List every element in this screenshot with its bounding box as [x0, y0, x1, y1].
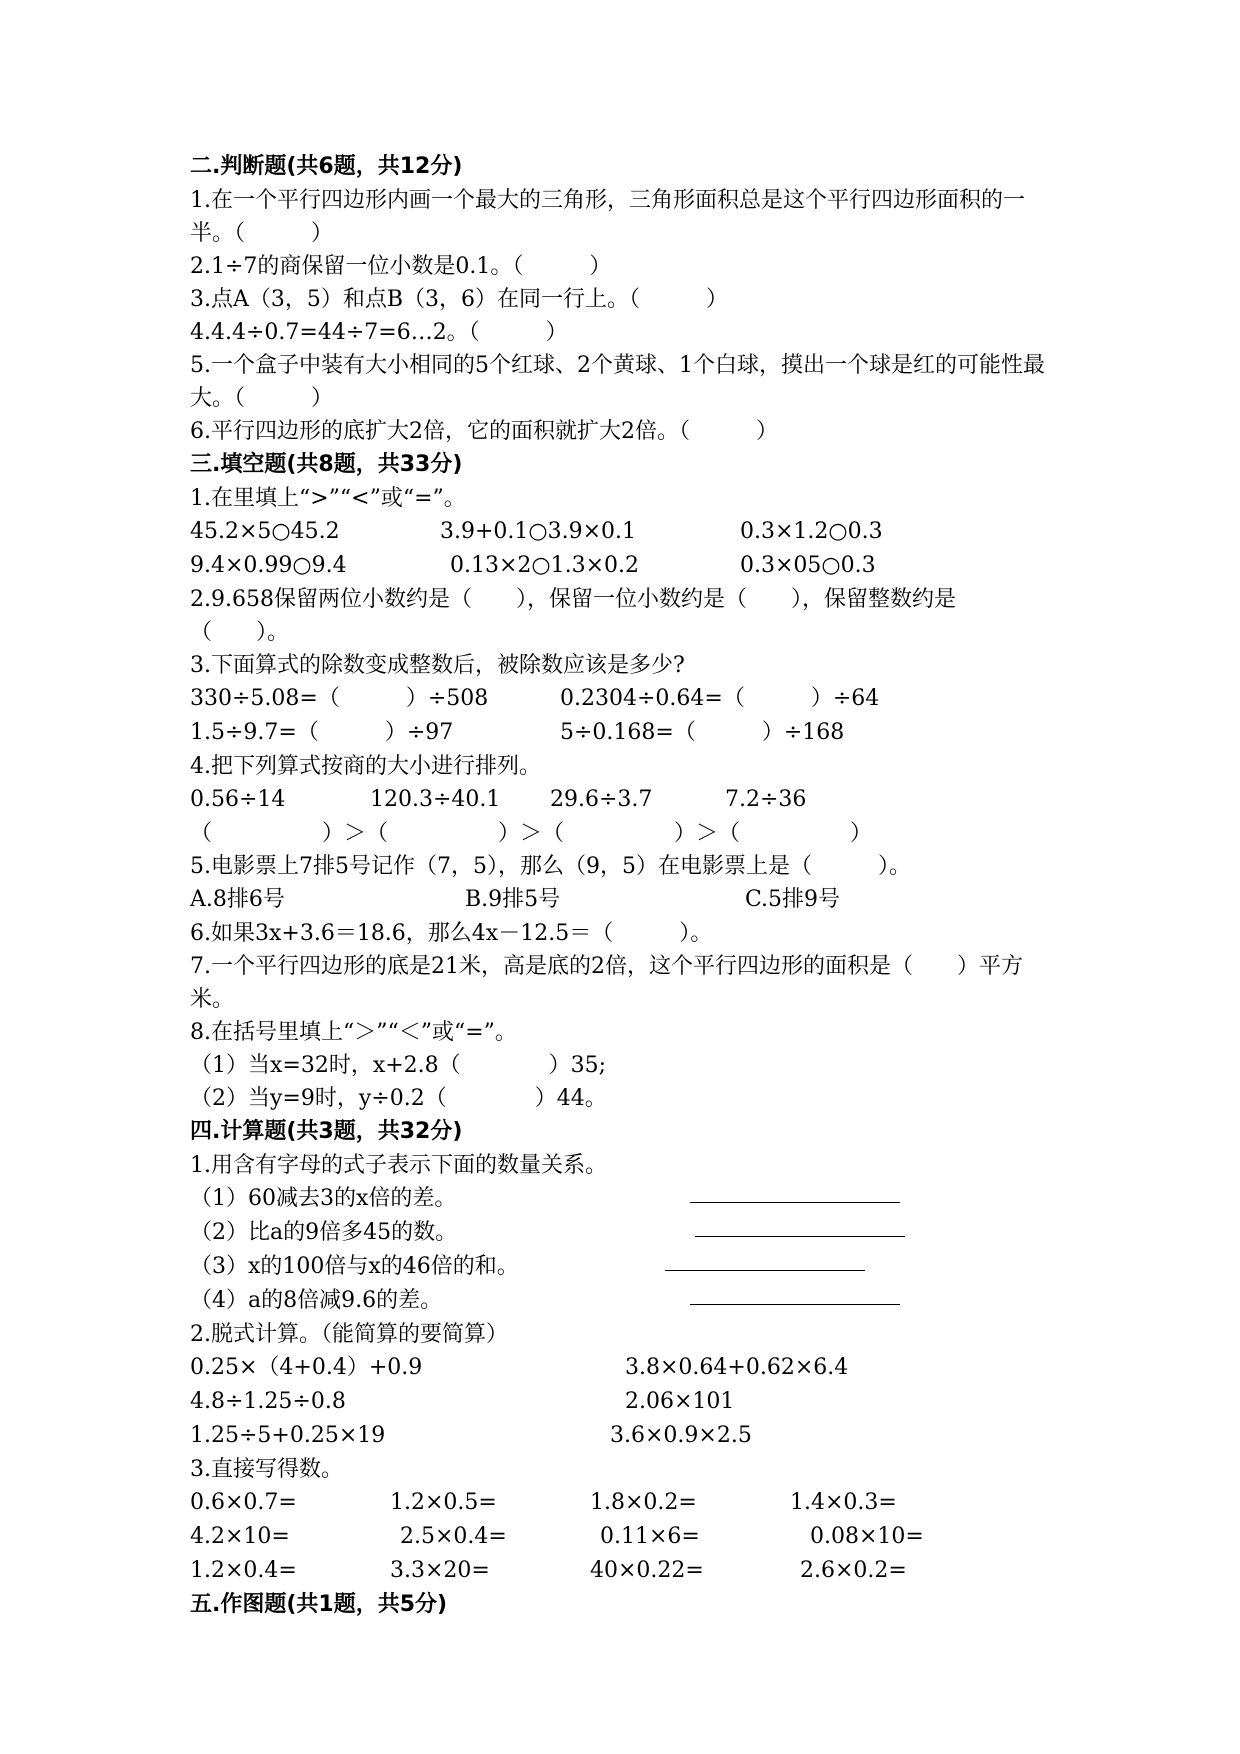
calc-q2-row [190, 1351, 1070, 1385]
fill-q4-row [190, 783, 1070, 817]
judgment-q3: 3.点A（3，5）和点B（3，6）在同一行上。（ ） [190, 287, 729, 312]
fill-q1-row [190, 515, 1070, 549]
calc-q3-row [190, 1520, 1070, 1554]
section-heading-judgment: 二.判断题(共6题，共12分) [190, 154, 463, 179]
fill-q7: 7.一个平行四边形的底是21米，高是底的2倍，这个平行四边形的面积是（ ）平方米。 [190, 954, 1023, 1012]
answer-blank[interactable] [665, 1250, 865, 1271]
expr: 3.9+0.1○3.9×0.1 [440, 519, 637, 544]
fill-q8: 8.在括号里填上“＞”“＜”或“=”。 [190, 1020, 517, 1045]
expr: 4.8÷1.25÷0.8 [190, 1389, 346, 1414]
expr: 0.25×（4+0.4）+0.9 [190, 1355, 423, 1380]
expr: 3.8×0.64+0.62×6.4 [625, 1355, 849, 1380]
calc-q2-row [190, 1385, 1070, 1419]
expr: 45.2×5○45.2 [190, 519, 340, 544]
fill-q1: 1.在里填上“>”“<”或“=”。 [190, 486, 466, 511]
item-text: （3）x的100倍与x的46倍的和。 [190, 1254, 519, 1279]
fill-q1-row [190, 549, 1070, 583]
expr: 4.2×10= [190, 1524, 290, 1549]
expr: 3.3×20= [390, 1558, 490, 1583]
calc-q1: 1.用含有字母的式子表示下面的数量关系。 [190, 1153, 607, 1178]
option: A.8排6号 [190, 887, 285, 912]
expr: 9.4×0.99○9.4 [190, 553, 347, 578]
expr: 0.08×10= [810, 1524, 924, 1549]
calc-q3: 3.直接写得数。 [190, 1457, 343, 1482]
judgment-q6: 6.平行四边形的底扩大2倍，它的面积就扩大2倍。（ ） [190, 419, 778, 444]
expr: 0.56÷14 [190, 787, 286, 812]
expr: 3.6×0.9×2.5 [610, 1423, 752, 1448]
calc-q1-item [190, 1216, 1070, 1250]
calc-q2: 2.脱式计算。（能简算的要简算） [190, 1322, 508, 1347]
fill-q6: 6.如果3x+3.6＝18.6，那么4x－12.5＝（ ）。 [190, 921, 713, 946]
option: B.9排5号 [465, 887, 561, 912]
judgment-q5: 5.一个盒子中装有大小相同的5个红球、2个黄球、1个白球，摸出一个球是红的可能性最大。（ ） [190, 353, 1045, 411]
option: C.5排9号 [745, 887, 841, 912]
section-heading-calc: 四.计算题(共3题，共32分) [190, 1119, 463, 1144]
section-heading-drawing: 五.作图题(共1题，共5分) [190, 1592, 448, 1617]
judgment-q1: 1.在一个平行四边形内画一个最大的三角形，三角形面积总是这个平行四边形面积的一半。（ ） [190, 188, 1025, 246]
expr: 120.3÷40.1 [370, 787, 501, 812]
expr: 0.13×2○1.3×0.2 [450, 553, 640, 578]
fill-q3: 3.下面算式的除数变成整数后，被除数应该是多少? [190, 653, 685, 678]
fill-q3-row [190, 716, 1070, 750]
expr: 5÷0.168=（ ）÷168 [560, 720, 845, 745]
fill-q8-2: （2）当y=9时，y÷0.2（ ）44。 [190, 1086, 607, 1111]
fill-q8-1: （1）当x=32时，x+2.8（ ）35; [190, 1053, 607, 1078]
calc-q1-item [190, 1250, 1070, 1284]
fill-q4: 4.把下列算式按商的大小进行排列。 [190, 754, 541, 779]
calc-q3-row [190, 1486, 1070, 1520]
expr: 330÷5.08=（ ）÷508 [190, 686, 489, 711]
fill-q5-options [190, 883, 1070, 917]
expr: 0.6×0.7= [190, 1490, 297, 1515]
item-text: （1）60减去3的x倍的差。 [190, 1186, 457, 1211]
calc-q2-row [190, 1419, 1070, 1453]
calc-q1-item [190, 1284, 1070, 1318]
expr: 2.6×0.2= [800, 1558, 907, 1583]
calc-q1-item [190, 1182, 1070, 1216]
judgment-q2: 2.1÷7的商保留一位小数是0.1。（ ） [190, 254, 612, 279]
expr: 1.2×0.5= [390, 1490, 497, 1515]
expr: 0.11×6= [600, 1524, 700, 1549]
expr: 2.5×0.4= [400, 1524, 507, 1549]
item-text: （4）a的8倍减9.6的差。 [190, 1288, 443, 1313]
expr: 40×0.22= [590, 1558, 704, 1583]
expr: 0.3×1.2○0.3 [740, 519, 883, 544]
fill-q3-row [190, 682, 1070, 716]
expr: 1.8×0.2= [590, 1490, 697, 1515]
expr: 1.4×0.3= [790, 1490, 897, 1515]
judgment-q4: 4.4.4÷0.7=44÷7=6…2。（ ） [190, 320, 568, 345]
section-heading-fill: 三.填空题(共8题，共33分) [190, 452, 463, 477]
answer-blank[interactable] [690, 1284, 900, 1305]
expr: 1.2×0.4= [190, 1558, 297, 1583]
fill-q2: 2.9.658保留两位小数约是（ ），保留一位小数约是（ ），保留整数约是（ ）。 [190, 587, 956, 645]
expr: 1.5÷9.7=（ ）÷97 [190, 720, 454, 745]
fill-q4-order: （ ）＞（ ）＞（ ）＞（ ） [190, 821, 873, 846]
fill-q5: 5.电影票上7排5号记作（7，5），那么（9，5）在电影票上是（ ）。 [190, 854, 911, 879]
expr: 0.2304÷0.64=（ ）÷64 [560, 686, 880, 711]
answer-blank[interactable] [690, 1182, 900, 1203]
expr: 0.3×05○0.3 [740, 553, 876, 578]
expr: 29.6÷3.7 [550, 787, 653, 812]
expr: 7.2÷36 [725, 787, 807, 812]
expr: 1.25÷5+0.25×19 [190, 1423, 386, 1448]
worksheet [190, 150, 1070, 1622]
expr: 2.06×101 [625, 1389, 735, 1414]
item-text: （2）比a的9倍多45的数。 [190, 1220, 458, 1245]
answer-blank[interactable] [695, 1216, 905, 1237]
calc-q3-row [190, 1554, 1070, 1588]
